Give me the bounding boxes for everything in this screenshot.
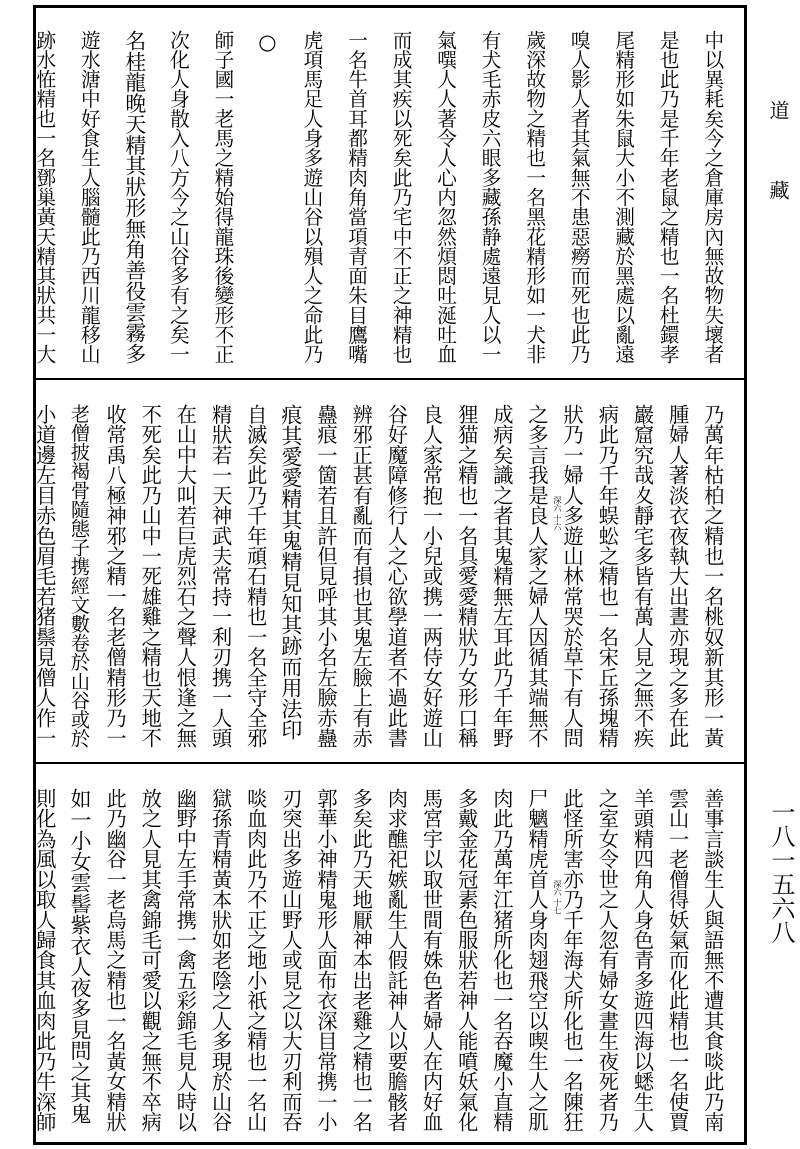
text-column: 遊水溏中好食生人腦髓此乃西川龍移山 [77, 30, 101, 365]
text-column: 啖血肉此乃不正之地小祇之精也一名山 [243, 788, 268, 1133]
text-column: 如一小女雲髻紫衣人夜多見問之其鬼 [67, 788, 92, 1124]
panel-page-number: 深六 十七 [553, 880, 562, 915]
text-column: 放之人見其禽錦毛可愛以觀之無不卒病 [138, 788, 163, 1133]
text-column: 之多言我是良人家之婦人因循其端無不 [525, 404, 549, 749]
text-column: 是也此乃是千年老鼠之精也一名杜鐶孝 [656, 30, 680, 365]
text-column: 乃萬年枯柏之精也一名桃奴新其形一黃 [700, 404, 725, 749]
text-column: 谷好魔障修行人之心欲學道者不過此書 [384, 404, 409, 749]
text-column: 辨邪正甚有亂而有損也其鬼左臉上有赤 [349, 404, 374, 749]
text-column: 小道邊左目赤色眉毛若猪鬃見僧人作一 [32, 404, 57, 749]
text-column: 收常禹八極神邪之精一名老僧精形乃一 [103, 404, 128, 749]
text-column: ○ [255, 30, 280, 54]
text-column: 中以異耗矣今之倉庫房內無故物失壞者 [700, 30, 724, 365]
text-column: 歲深故物之精也一名黑花精形如一犬非 [522, 30, 546, 365]
text-column: 尾精形如朱鼠大小不測藏於黑處以亂遠 [611, 30, 635, 365]
text-column: 多矣此乃天地厭神本出老雞之精也一名 [349, 788, 374, 1133]
text-column: 痕其愛愛精其鬼精見知其跡而用法印 [278, 404, 303, 740]
text-column: 不死矣此乃山中一死雄雞之精也天地不 [138, 404, 163, 749]
text-column: 之室女令世之人忽有婦女晝生夜死者乃 [595, 788, 620, 1133]
text-column: 病此乃千年蜈蚣之精也一名宋丘孫塊精 [595, 404, 620, 749]
side-title: 道 [766, 100, 790, 120]
text-column: 腫婦人著淡衣夜執大出晝亦現之多在此 [665, 404, 690, 749]
text-column: 狀乃一婦人多遊山林常哭於草下有人問 [560, 404, 585, 749]
text-column: 刃突出多遊山野人或見之以大刃利而吞 [278, 788, 303, 1133]
side-title-2: 藏 [766, 180, 790, 200]
text-column: 幽野中左手常携一禽五彩錦毛見人時以 [173, 788, 198, 1133]
text-column: 老僧披褐骨隨態子携經文數卷於山谷或於 [67, 404, 91, 748]
text-column: 良人家常抱一小兒或携一两侍女好遊山 [419, 404, 444, 749]
text-column: 肉此乃萬年江猪所化也一名吞魔小直精 [489, 788, 514, 1133]
panel-divider [33, 762, 747, 764]
text-column: 巖窟究哉夊靜宅多皆有萬人見之無不疾 [630, 404, 655, 749]
text-column: 在山中大叫若巨虎烈石之聲人恨逢之無 [173, 404, 198, 749]
text-column: 跡水恠精也一名鄧巢黃天精其狀共一大 [32, 30, 56, 365]
text-column: 多戴金花冠素色服狀若神人能噴妖氣化 [454, 788, 479, 1133]
text-column: 自滅矣此乃千年頑石精也一名全守全邪 [243, 404, 268, 749]
text-column: 成病矣識之者其鬼精無左耳此乃千年野 [489, 404, 514, 749]
text-column: 名桂龍晚天精其狀形無角善役雲霧多 [121, 30, 146, 365]
text-column: 善事言談生人與語無不遭其食啖此乃南 [700, 788, 725, 1133]
panel-divider [33, 378, 747, 380]
panel-page-number: 深六 十六 [553, 496, 562, 531]
text-column: 此乃幽谷一老烏馬之精也一名黃女精狀 [103, 788, 128, 1133]
text-column: 則化為風以取人歸食其血肉此乃牛深師 [32, 788, 57, 1133]
text-column: 肉求醮祀嫉亂生人假託神人以要膽骸者 [384, 788, 409, 1133]
text-column: 羊頭精四角人身色青多遊四海以蟋生人 [630, 788, 655, 1133]
text-column: 氣噀人人著令人心内忽然煩悶吐涎吐血 [433, 30, 457, 365]
text-column: 狸猫之精也一名具愛愛精狀乃女形口稱 [454, 404, 479, 749]
text-column: 次化人身散入八方今之山谷多有之矣一 [166, 30, 190, 365]
text-column: 郭華小神精鬼形人面布衣深目常携一小 [314, 788, 339, 1133]
text-column: 此怪所害亦乃千年海犬所化也一名陳狂 [560, 788, 585, 1133]
text-column: 一名牛首耳都精肉角當項青面朱目鷹嘴 [344, 30, 368, 365]
text-column: 嗅人影人者其氣無不患惡癆而死也此乃 [567, 30, 591, 365]
text-column: 而成其疾以死矣此乃宅中不正之神精也 [389, 30, 413, 365]
side-page-label: 一八一五六八 [767, 800, 795, 944]
text-column: 師子國一老馬之精始得龍珠後變形不正 [210, 30, 234, 365]
text-column: 尸魑精虎首人身肉翅飛空以喫生人之肌 [525, 788, 549, 1133]
text-column: 精狀若一天神武夫常持一利刃携一人頭 [208, 404, 233, 749]
text-column: 虎項馬足人身多遊山谷以殞人之命此乃 [299, 30, 323, 365]
text-column: 馬宮宇以取世間有姝色者婦人在内好血 [419, 788, 444, 1133]
text-column: 獄孫青精黃本狀如老陰之人多現於山谷 [208, 788, 233, 1133]
text-column: 雲山一老僧得妖氣而化此精也一名使賈 [665, 788, 690, 1133]
text-column: 蠱痕一箇若且許但見呼其小名左臉赤蠱 [314, 404, 339, 749]
text-column: 有犬毛赤皮六眼多藏孫静處遠見人以一 [478, 30, 502, 365]
